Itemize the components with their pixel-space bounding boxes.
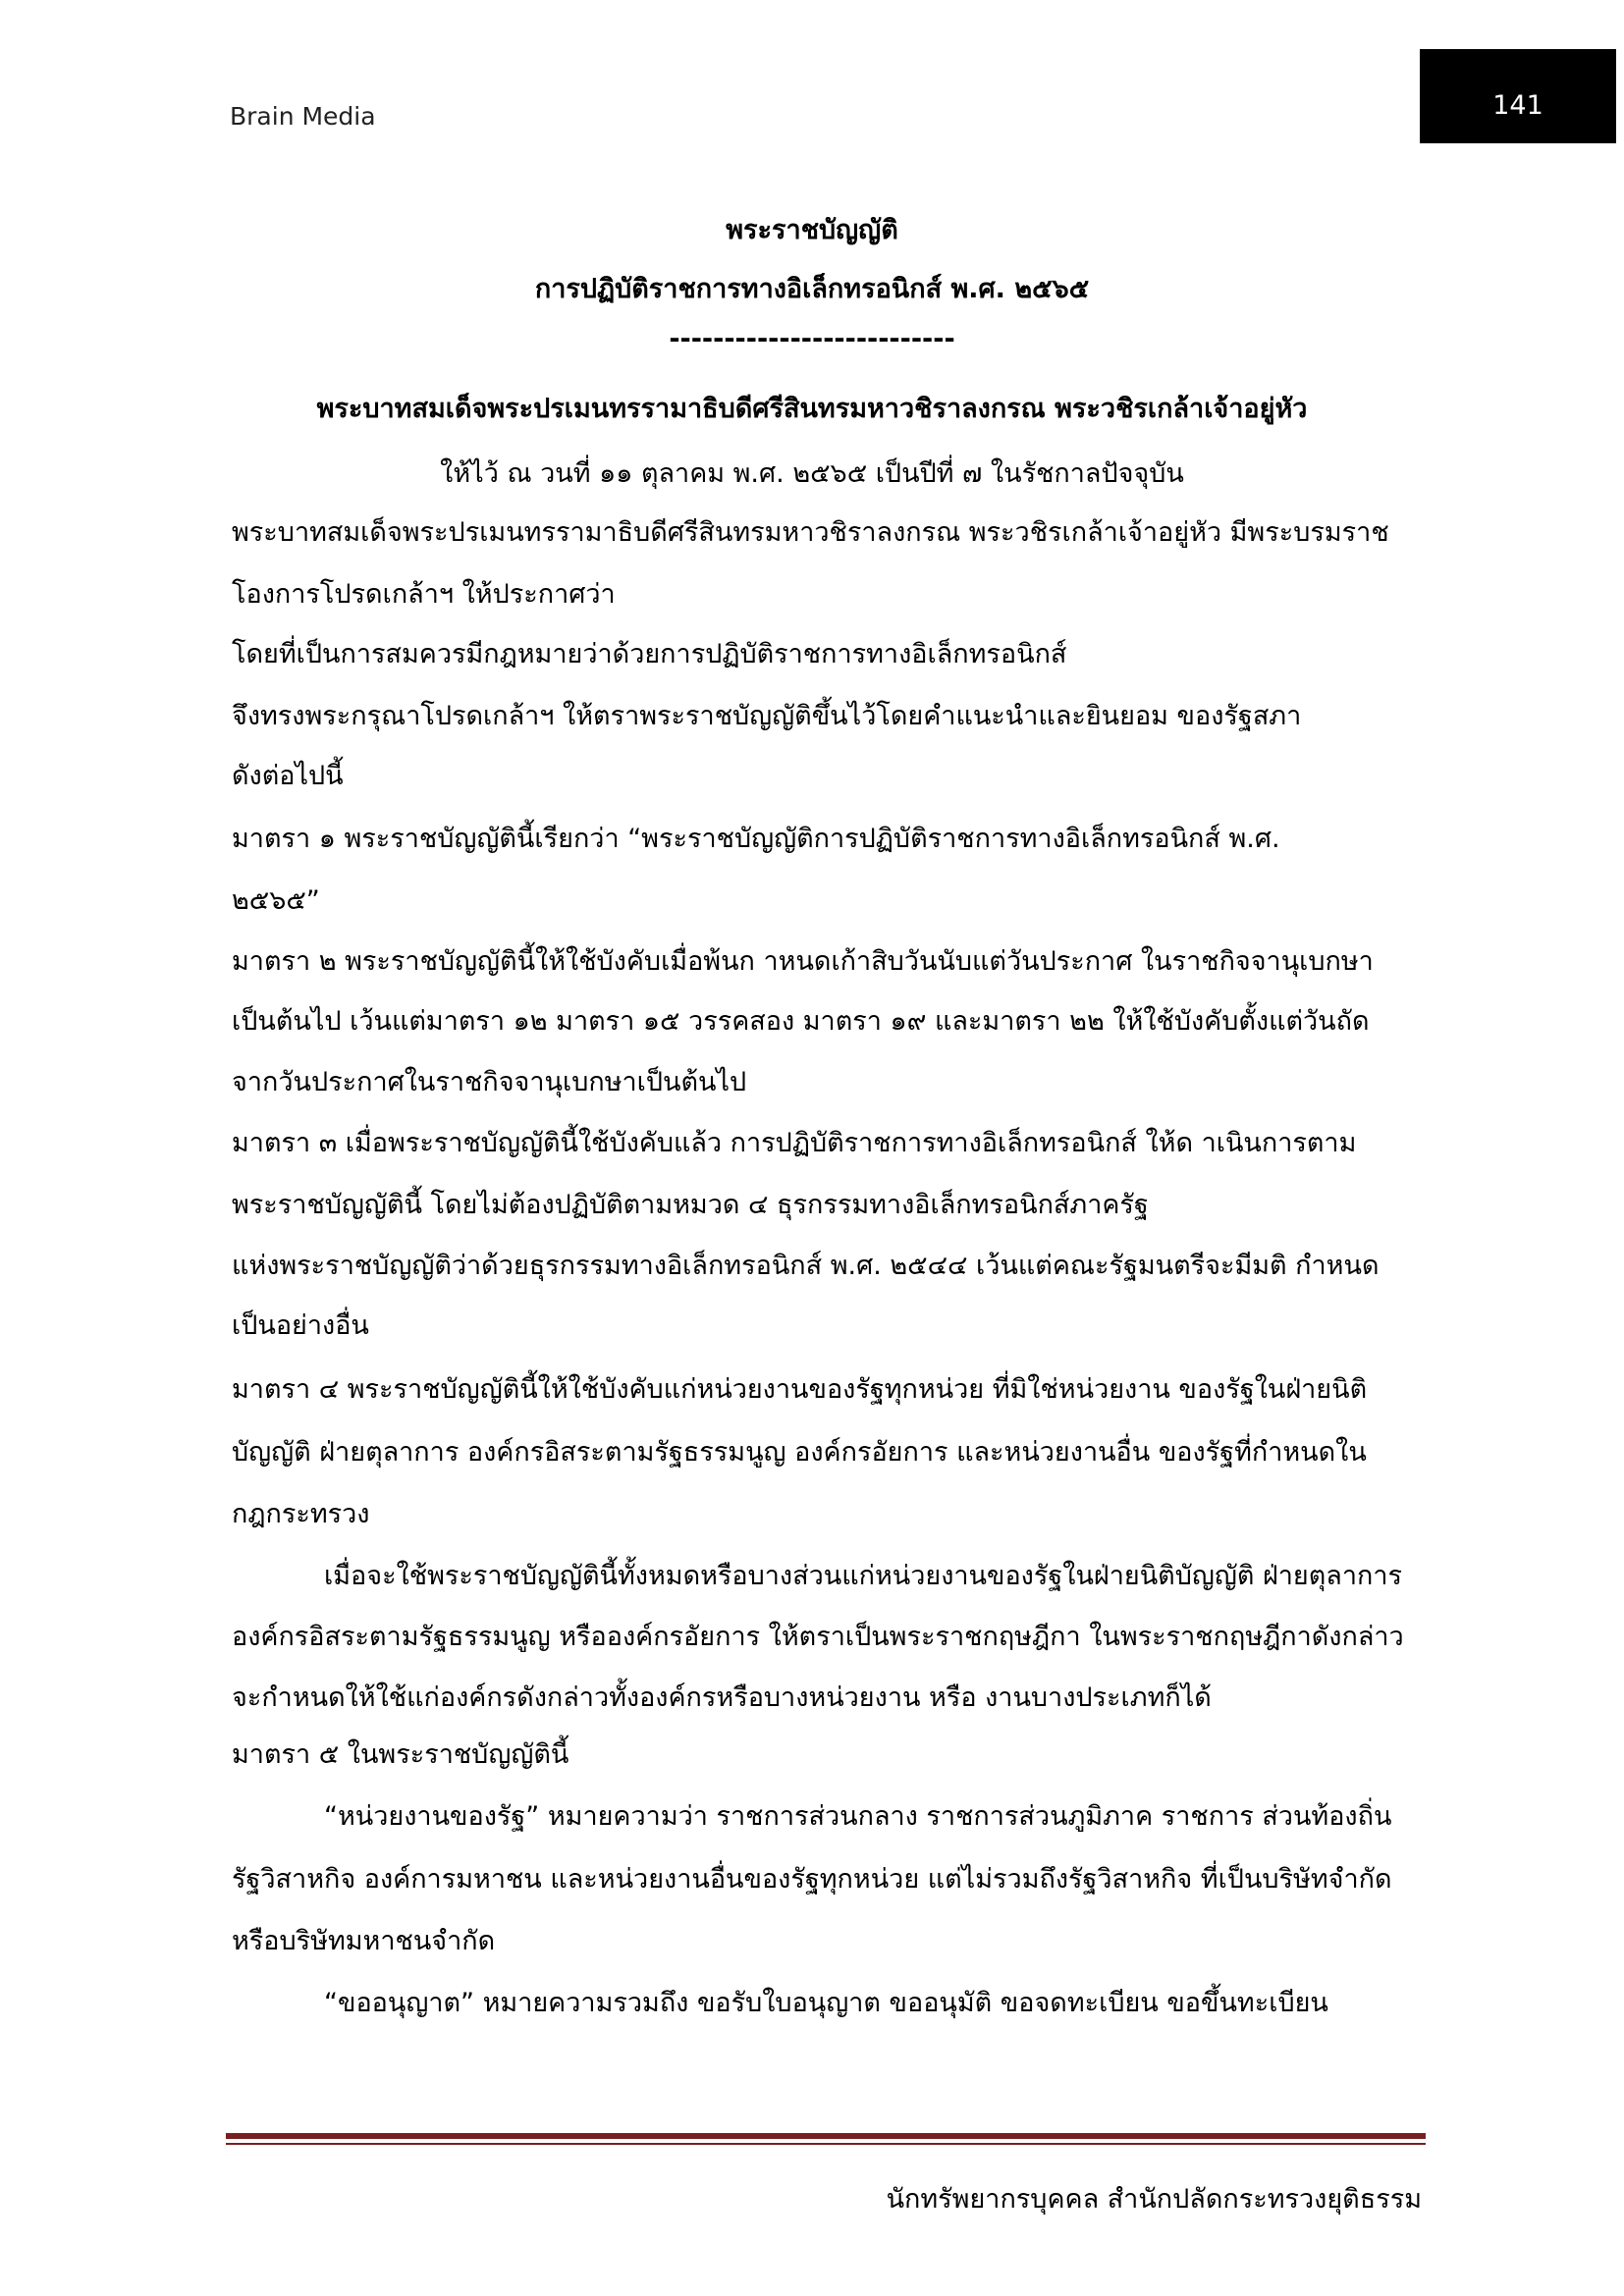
body-line: พระราชบัญญัตินี้ โดยไม่ต้องปฏิบัติตามหมวด ๔ ธุรกรรมทางอิเล็กทรอนิกส์ภาครัฐ (232, 1190, 1149, 1220)
footer-organization: นักทรัพยากรบุคคล สำนักปลัดกระทรวงยุติธรรม (886, 2184, 1422, 2215)
body-line: โดยที่เป็นการสมควรมีกฎหมายว่าด้วยการปฏิบัติราชการทางอิเล็กทรอนิกส์ (232, 639, 1067, 669)
body-line: องค์กรอิสระตามรัฐธรรมนูญ หรือองค์กรอัยการ ให้ตราเป็นพระราชกฤษฎีกา ในพระราชกฤษฎีกาดังกล่าว (232, 1622, 1404, 1652)
publisher-name: Brain Media (230, 102, 376, 131)
section-5-line: มาตรา ๕ ในพระราชบัญญัตินี้ (232, 1739, 569, 1770)
king-name-heading: พระบาทสมเด็จพระปรเมนทรรามาธิบดีศรีสินทรมหาวชิราลงกรณ พระวชิรเกล้าเจ้าอยู่หัว (316, 394, 1308, 424)
body-line: เป็นต้นไป เว้นแต่มาตรา ๑๒ มาตรา ๑๕ วรรคสอง มาตรา ๑๙ และมาตรา ๒๒ ให้ใช้บังคับตั้งแต่วันถัด (232, 1006, 1370, 1037)
body-line: รัฐวิสาหกิจ องค์การมหาชน และหน่วยงานอื่นของรัฐทุกหน่วย แต่ไม่รวมถึงรัฐวิสาหกิจ ที่เป็นบริษัทจำกัด (232, 1864, 1392, 1895)
body-line: บัญญัติ ฝ่ายตุลาการ องค์กรอิสระตามรัฐธรรมนูญ องค์กรอัยการ และหน่วยงานอื่น ของรัฐที่กำหนดใน (232, 1437, 1367, 1468)
given-date-line: ให้ไว้ ณ วนที่ ๑๑ ตุลาคม พ.ศ. ๒๕๖๕ เป็นปีที่ ๗ ในรัชกาลปัจจุบัน (440, 458, 1184, 489)
document-title: พระราชบัญญัติ (726, 215, 898, 245)
body-line: แห่งพระราชบัญญัติว่าด้วยธุรกรรมทางอิเล็กทรอนิกส์ พ.ศ. ๒๕๔๔ เว้นแต่คณะรัฐมนตรีจะมีมติ กำหนด (232, 1251, 1380, 1281)
body-line: ดังต่อไปนี้ (232, 761, 344, 791)
body-line: จะกำหนดให้ใช้แก่องค์กรดังกล่าวทั้งองค์กรหรือบางหน่วยงาน หรือ งานบางประเภทก็ได้ (232, 1682, 1212, 1713)
body-line: เป็นอย่างอื่น (232, 1310, 369, 1341)
body-line: กฎกระทรวง (232, 1499, 370, 1529)
body-line: โองการโปรดเกล้าฯ ให้ประกาศว่า (232, 579, 616, 610)
page-number: 141 (1492, 90, 1543, 121)
page-number-box (1420, 49, 1616, 143)
section-2-line: มาตรา ๒ พระราชบัญญัตินี้ให้ใช้บังคับเมื่อพ้นก าหนดเก้าสิบวันนับแต่วันประกาศ ในราชกิจจานุเบกษา (232, 946, 1374, 977)
footer-rule-secondary (226, 2143, 1426, 2145)
document-subtitle: การปฏิบัติราชการทางอิเล็กทรอนิกส์ พ.ศ. ๒๕๖๕ (534, 274, 1090, 304)
definition-line: “หน่วยงานของรัฐ” หมายความว่า ราชการส่วนกลาง ราชการส่วนภูมิภาค ราชการ ส่วนท้องถิ่น (324, 1801, 1392, 1832)
definition-line: “ขออนุญาต” หมายความรวมถึง ขอรับใบอนุญาต ขออนุมัติ ขอจดทะเบียน ขอขึ้นทะเบียน (324, 1988, 1328, 2018)
footer-rule (226, 2133, 1426, 2139)
section-4-line: มาตรา ๔ พระราชบัญญัตินี้ให้ใช้บังคับแก่หน่วยงานของรัฐทุกหน่วย ที่มิใช่หน่วยงาน ของรัฐในฝ่ายนิติ (232, 1374, 1368, 1405)
title-separator: -------------------------- (669, 324, 955, 354)
section-3-line: มาตรา ๓ เมื่อพระราชบัญญัตินี้ใช้บังคับแล้ว การปฏิบัติราชการทางอิเล็กทรอนิกส์ ให้ด าเนินการตาม (232, 1128, 1357, 1158)
body-line: หรือบริษัทมหาชนจำกัด (232, 1926, 496, 1956)
body-line: จึงทรงพระกรุณาโปรดเกล้าฯ ให้ตราพระราชบัญญัติขึ้นไว้โดยคำแนะนำและยินยอม ของรัฐสภา (232, 701, 1302, 731)
paragraph-indented-line: เมื่อจะใช้พระราชบัญญัตินี้ทั้งหมดหรือบางส่วนแก่หน่วยงานของรัฐในฝ่ายนิติบัญญัติ ฝ่ายตุลาการ (324, 1561, 1403, 1591)
body-line: พระบาทสมเด็จพระปรเมนทรรามาธิบดีศรีสินทรมหาวชิราลงกรณ พระวชิรเกล้าเจ้าอยู่หัว มีพระบรมราช (232, 517, 1389, 548)
body-line: จากวันประกาศในราชกิจจานุเบกษาเป็นต้นไป (232, 1067, 747, 1097)
section-1-line: มาตรา ๑ พระราชบัญญัตินี้เรียกว่า “พระราชบัญญัติการปฏิบัติราชการทางอิเล็กทรอนิกส์ พ.ศ. (232, 824, 1280, 854)
body-line: ๒๕๖๕” (232, 885, 320, 916)
